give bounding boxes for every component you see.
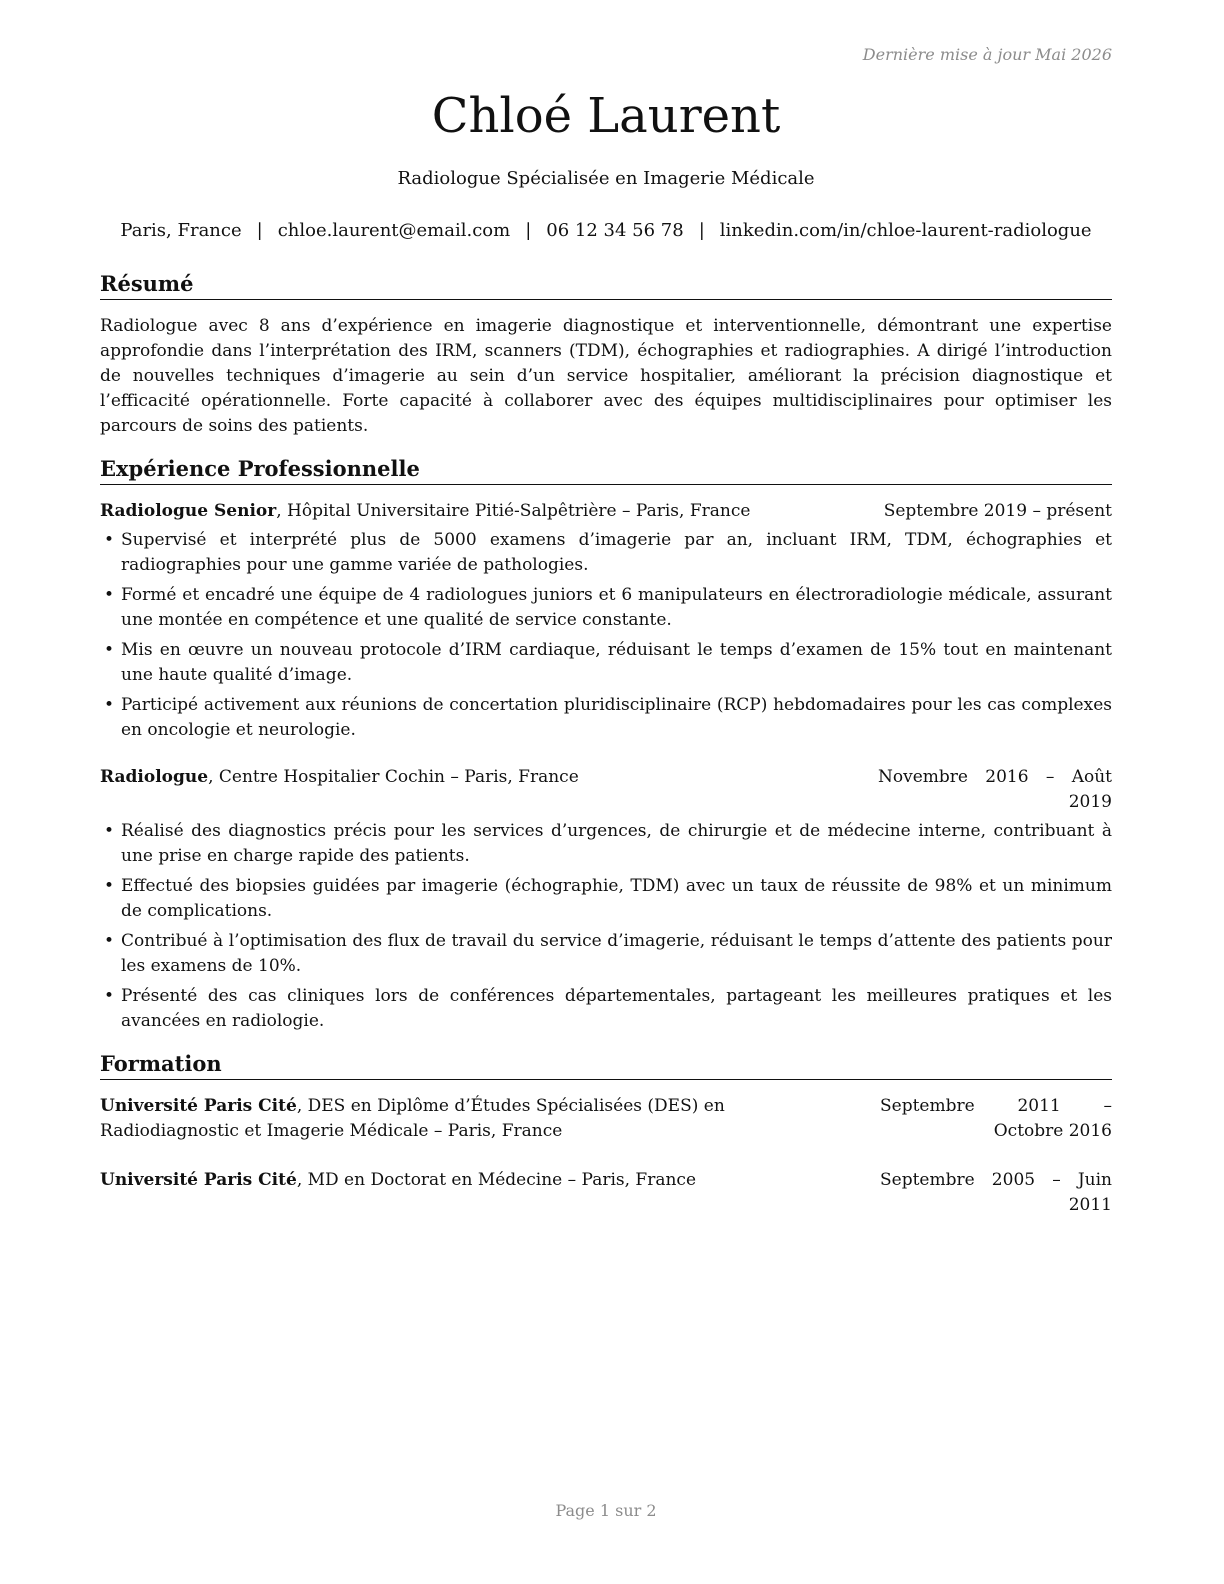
- section-title-summary: Résumé: [100, 270, 1112, 300]
- education-degree: , DES en Diplôme d’Études Spécialisées (DES) en Radiodiagnostic et Imagerie Médicale – Paris, France: [100, 1096, 725, 1141]
- list-item: [100, 638, 1112, 688]
- contact-phone: 06 12 34 56 78: [546, 220, 684, 241]
- job-title-line: [100, 765, 878, 815]
- job-header: [100, 765, 1112, 815]
- bullet-icon: •: [104, 931, 115, 951]
- contact-location: Paris, France: [120, 220, 242, 241]
- bullet-text: Formé et encadré une équipe de 4 radiologues juniors et 6 manipulateurs en électroradiologie médicale, assurant une montée en compétence et une qualité de service constante.: [121, 585, 1112, 630]
- bullet-text: Réalisé des diagnostics précis pour les services d’urgences, de chirurgie et de médecine interne, contribuant à une prise en charge rapide des patients.: [121, 821, 1112, 866]
- contact-line: [0, 220, 1212, 241]
- page-number: Page 1 sur 2: [555, 1501, 657, 1520]
- list-item: [100, 583, 1112, 633]
- contact-linkedin[interactable]: linkedin.com/in/chloe-laurent-radiologue: [719, 220, 1092, 241]
- section-title-experience: Expérience Professionnelle: [100, 455, 1112, 485]
- bullet-icon: •: [104, 986, 115, 1006]
- job-header: [100, 499, 1112, 524]
- job-role: Radiologue Senior: [100, 501, 277, 521]
- job-bullets: [100, 819, 1112, 1034]
- summary-section: [100, 270, 1112, 439]
- experience-section: [100, 455, 1112, 1034]
- contact-email[interactable]: chloe.laurent@email.com: [277, 220, 511, 241]
- job-dates: Septembre 2019 – présent: [883, 501, 1112, 521]
- bullet-icon: •: [104, 530, 115, 550]
- list-item: [100, 693, 1112, 743]
- last-updated: Dernière mise à jour Mai 2026: [862, 45, 1112, 64]
- bullet-icon: •: [104, 821, 115, 841]
- summary-text: Radiologue avec 8 ans d’expérience en imagerie diagnostique et interventionnelle, démontrant une expertise approfondie dans l’interprétation des IRM, scanners (TDM), échographies et radiographies. A dirigé l’introduction de nouvelles techniques d’imagerie au sein d’un service hospitalier, améliorant la précision diagnostique et l’efficacité opérationnelle. Forte capacité à collaborer avec des équipes multidisciplinaires pour optimiser les parcours de soins des patients.: [100, 316, 1112, 436]
- candidate-title: Radiologue Spécialisée en Imagerie Médicale: [397, 168, 815, 189]
- education-degree: , MD en Doctorat en Médecine – Paris, France: [296, 1170, 697, 1190]
- bullet-text: Mis en œuvre un nouveau protocole d’IRM cardiaque, réduisant le temps d’examen de 15% tout en maintenant une haute qualité d’image.: [121, 640, 1112, 685]
- job-title-line: [100, 499, 872, 524]
- list-item: [100, 929, 1112, 979]
- resume-content: [100, 270, 1112, 1218]
- bullet-text: Effectué des biopsies guidées par imagerie (échographie, TDM) avec un taux de réussite de 98% et un minimum de complications.: [121, 876, 1112, 921]
- bullet-text: Supervisé et interprété plus de 5000 examens d’imagerie par an, incluant IRM, TDM, échographies et radiographies pour une gamme variée de pathologies.: [121, 530, 1112, 575]
- education-school: Université Paris Cité: [100, 1170, 297, 1190]
- bullet-icon: •: [104, 640, 115, 660]
- contact-separator: |: [698, 220, 705, 241]
- list-item: [100, 984, 1112, 1034]
- contact-separator: |: [256, 220, 263, 241]
- bullet-icon: •: [104, 585, 115, 605]
- bullet-text: Contribué à l’optimisation des flux de travail du service d’imagerie, réduisant le temps d’attente des patients pour les examens de 10%.: [121, 931, 1112, 976]
- candidate-name: Chloé Laurent: [431, 88, 781, 144]
- list-item: [100, 874, 1112, 924]
- list-item: [100, 528, 1112, 578]
- job-bullets: [100, 528, 1112, 743]
- bullet-icon: •: [104, 876, 115, 896]
- education-school: Université Paris Cité: [100, 1096, 297, 1116]
- job-dates: Novembre 2016 – Août 2019: [878, 767, 1112, 812]
- education-dates: Septembre 2005 – Juin 2011: [880, 1170, 1112, 1215]
- education-title-line: [100, 1094, 880, 1144]
- list-item: [100, 819, 1112, 869]
- education-title-line: [100, 1168, 880, 1218]
- bullet-icon: •: [104, 695, 115, 715]
- section-title-education: Formation: [100, 1050, 1112, 1080]
- education-entry: [100, 1094, 1112, 1144]
- job-organization: , Centre Hospitalier Cochin – Paris, France: [208, 767, 579, 787]
- job-role: Radiologue: [100, 767, 209, 787]
- bullet-text: Présenté des cas cliniques lors de conférences départementales, partageant les meilleures pratiques et les avancées en radiologie.: [121, 986, 1112, 1031]
- job-entry: [100, 499, 1112, 743]
- contact-separator: |: [525, 220, 532, 241]
- bullet-text: Participé activement aux réunions de concertation pluridisciplinaire (RCP) hebdomadaires pour les cas complexes en oncologie et neurologie.: [121, 695, 1112, 740]
- education-entry: [100, 1168, 1112, 1218]
- job-entry: [100, 765, 1112, 1034]
- education-section: [100, 1050, 1112, 1218]
- education-dates: Septembre 2011 – Octobre 2016: [880, 1096, 1112, 1141]
- job-organization: , Hôpital Universitaire Pitié-Salpêtrière – Paris, France: [276, 501, 751, 521]
